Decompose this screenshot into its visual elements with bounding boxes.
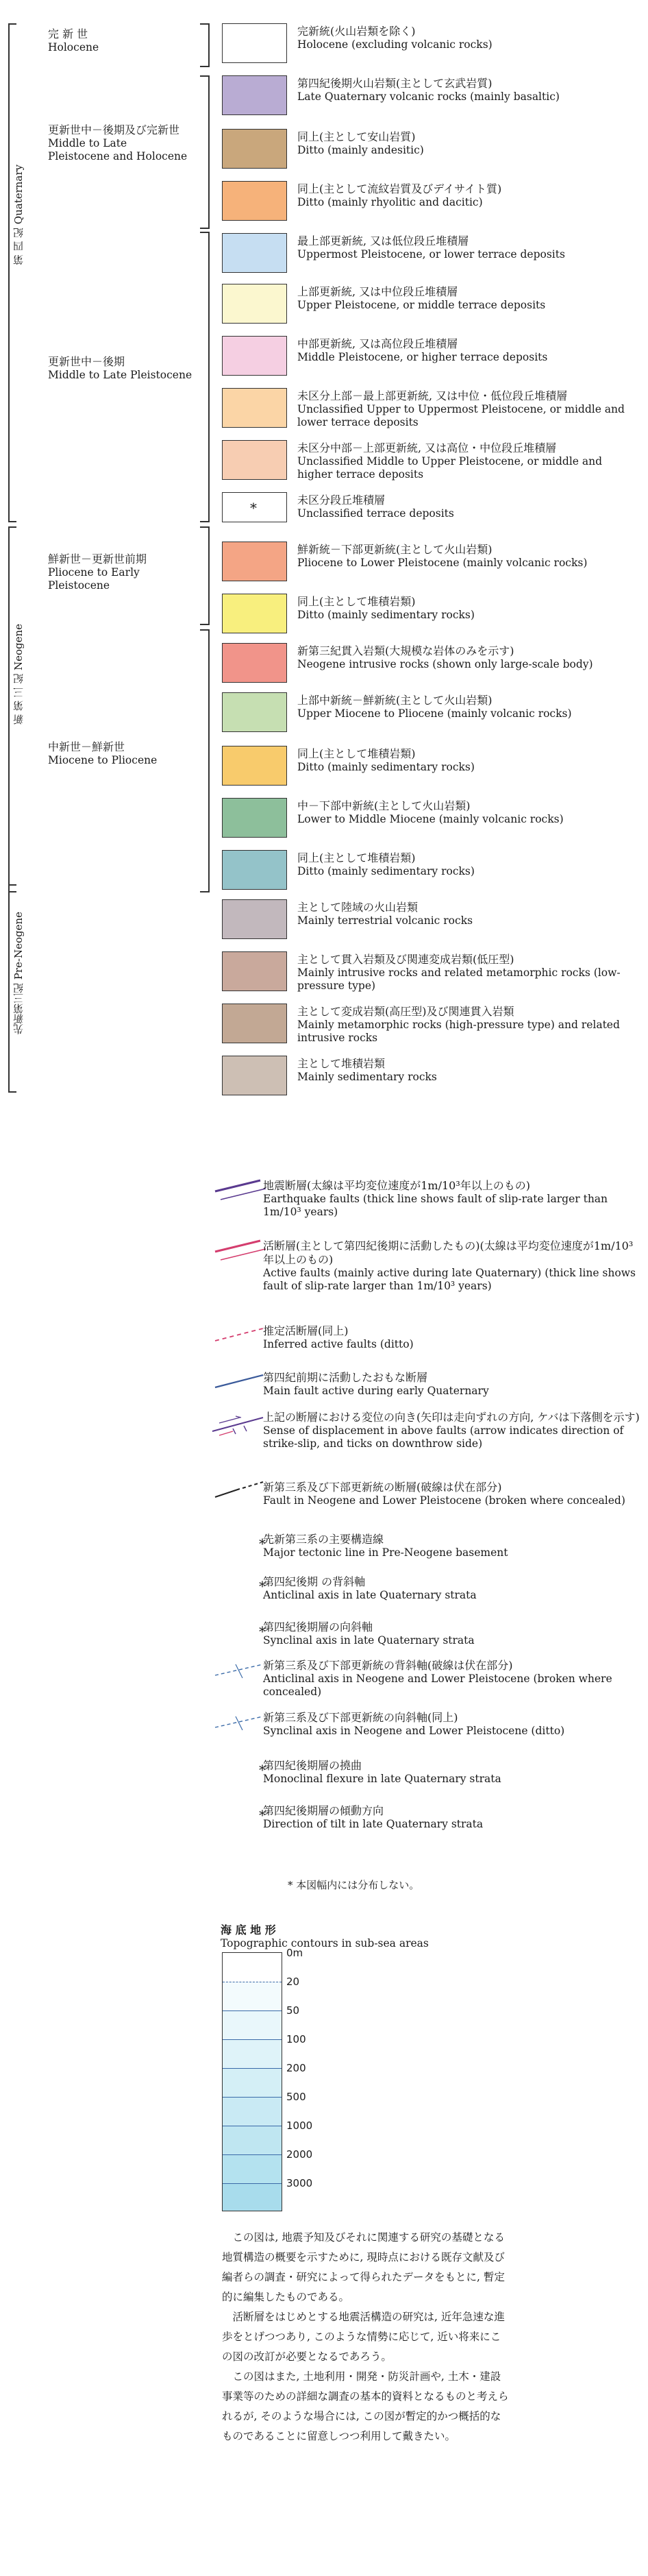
legend-swatch — [222, 594, 287, 633]
line-stroke — [236, 1716, 242, 1730]
mid-late-pleist-jp: 更新世中－後期 — [48, 355, 125, 368]
legend-entry-text — [297, 747, 640, 774]
legend-entry-jp: 上部中新統－鮮新統(主として火山岩類) — [297, 694, 493, 707]
unmapped-star-icon: * — [259, 1807, 266, 1823]
line-stroke — [236, 1416, 241, 1418]
line-symbol-icon — [205, 1176, 267, 1211]
line-legend-jp: 先新第三系の主要構造線 — [263, 1533, 384, 1546]
contour-depth-label: 1000 — [286, 2119, 313, 2132]
line-legend-text — [263, 1711, 644, 1738]
legend-swatch — [222, 284, 287, 324]
legend-entry-jp: 鮮新統－下部更新統(主として火山岩類) — [297, 543, 493, 556]
line-stroke — [221, 1249, 266, 1260]
line-stroke — [233, 1429, 236, 1434]
line-legend-jp: 第四紀前期に活動したおもな断層 — [263, 1371, 428, 1384]
contour-depth-label: 2000 — [286, 2148, 313, 2161]
line-legend-en: Major tectonic line in Pre-Neogene basement — [263, 1546, 508, 1559]
legend-swatch — [222, 1004, 287, 1043]
era-quaternary: 第 四 紀 Quaternary — [12, 165, 25, 265]
legend-swatch — [222, 1056, 287, 1095]
unmapped-star-icon: * — [259, 1535, 266, 1552]
mio-plio-en: Miocene to Pliocene — [48, 754, 158, 766]
line-legend-jp: 活断層(主として第四紀後期に活動したもの)(太線は平均変位速度が1m/10³年以上のもの) — [263, 1239, 634, 1266]
line-symbol-icon — [205, 1408, 267, 1442]
legend-entry-jp: 上部更新統, 又は中位段丘堆積層 — [297, 285, 458, 298]
era-preneogene: 先新第三紀 Pre-Neogene — [12, 912, 25, 1035]
legend-entry-en: Lower to Middle Miocene (mainly volcanic rocks) — [297, 813, 564, 825]
line-legend-en: Synclinal axis in Neogene and Lower Pleistocene (ditto) — [263, 1725, 565, 1737]
line-legend-text — [263, 1620, 644, 1647]
legend-entry-jp: 完新統(火山岩類を除く) — [297, 25, 416, 38]
legend-entry-text — [297, 130, 640, 157]
line-stroke — [221, 1189, 266, 1200]
legend-entry-text — [297, 182, 640, 209]
legend-entry-en: Neogene intrusive rocks (shown only large-scale body) — [297, 658, 593, 670]
legend-entry-jp: 未区分中部－上部更新統, 又は高位・中位段丘堆積層 — [297, 441, 557, 454]
line-symbol-icon — [205, 1656, 267, 1690]
legend-entry-text — [297, 694, 640, 720]
contour-depth-label: 100 — [286, 2033, 306, 2045]
line-symbol-icon — [205, 1237, 267, 1271]
legend-entry-jp: 未区分上部－最上部更新統, 又は中位・低位段丘堆積層 — [297, 389, 568, 402]
line-stroke — [215, 1716, 263, 1727]
line-legend-text — [263, 1759, 644, 1786]
line-stroke — [215, 1375, 263, 1387]
age-label-mio-plio — [48, 740, 205, 767]
contours-title-jp: 海 底 地 形 — [221, 1923, 276, 1936]
legend-entry-text — [297, 285, 640, 312]
legend-swatch — [222, 951, 287, 991]
legend-entry-en: Ditto (mainly rhyolitic and dacitic) — [297, 196, 483, 208]
legend-entry-en: Middle Pleistocene, or higher terrace deposits — [297, 351, 548, 363]
legend-entry-jp: 最上部更新統, 又は低位段丘堆積層 — [297, 234, 469, 247]
contour-depth-label: 0m — [286, 1947, 303, 1959]
legend-entry-text — [297, 441, 640, 481]
contour-band — [223, 2068, 282, 2097]
legend-entry-jp: 中－下部中新統(主として火山岩類) — [297, 799, 471, 812]
legend-entry-en: Holocene (excluding volcanic rocks) — [297, 38, 493, 51]
plio-pleist-jp: 鮮新世－更新世前期 — [48, 552, 147, 566]
legend-swatch — [222, 798, 287, 838]
legend-entry-en: Unclassified terrace deposits — [297, 507, 454, 520]
legend-entry-jp: 同上(主として堆積岩類) — [297, 851, 416, 864]
legend-entry-jp: 中部更新統, 又は高位段丘堆積層 — [297, 337, 458, 350]
contour-depth-label: 20 — [286, 1976, 300, 1988]
legend-entry-en: Mainly sedimentary rocks — [297, 1071, 437, 1083]
legend-entry-en: Ditto (mainly sedimentary rocks) — [297, 609, 475, 621]
unmapped-star-icon: * — [259, 1762, 266, 1778]
legend-entry-en: Upper Miocene to Pliocene (mainly volcanic rocks) — [297, 707, 572, 720]
contour-band — [223, 2126, 282, 2154]
line-stroke — [215, 1180, 260, 1191]
legend-entry-text — [297, 851, 640, 878]
plio-pleist-en1: Pliocene to Early — [48, 566, 140, 579]
line-legend-en: Direction of tilt in late Quaternary strata — [263, 1818, 484, 1830]
legend-swatch — [222, 388, 287, 428]
line-legend-text — [263, 1371, 644, 1398]
legend-swatch — [222, 23, 287, 63]
legend-swatch — [222, 746, 287, 786]
plio-pleist-en2: Pleistocene — [48, 579, 110, 592]
legend-entry-en: Late Quaternary volcanic rocks (mainly basaltic) — [297, 90, 560, 103]
line-legend-text — [263, 1533, 644, 1559]
contour-depth-label: 50 — [286, 2004, 300, 2017]
line-legend-en: Sense of displacement in above faults (arrow indicates direction of strike-slip, and ticks on downthrow side) — [263, 1424, 624, 1450]
legend-entry-jp: 主として陸域の火山岩類 — [297, 901, 419, 914]
line-stroke — [219, 1431, 233, 1435]
line-legend-en: Inferred active faults (ditto) — [263, 1338, 414, 1350]
line-legend-en: Synclinal axis in late Quaternary strata — [263, 1634, 475, 1647]
unmapped-star-icon: * — [250, 500, 257, 516]
note-paragraph-2: 活断層をはじめとする地震活構造の研究は, 近年急速な進歩をとげつつあり, このような情勢に応じて, 近い将来にこの図の改訂が必要となるであろう。 — [222, 2311, 505, 2363]
footnote: * 本図幅内には分布しない。 — [288, 1879, 420, 1891]
line-symbol-icon — [205, 1708, 267, 1742]
legend-entry-text — [297, 494, 640, 520]
line-legend-en: Monoclinal flexure in late Quaternary strata — [263, 1773, 501, 1785]
legend-swatch — [222, 492, 287, 522]
legend-entry-jp: 主として貫入岩類及び関連変成岩類(低圧型) — [297, 953, 514, 966]
contour-band — [223, 2183, 282, 2211]
legend-entry-jp: 同上(主として堆積岩類) — [297, 747, 416, 760]
contour-band — [223, 1953, 282, 1982]
contour-box — [222, 1952, 282, 2211]
line-legend-en: Fault in Neogene and Lower Pleistocene (broken where concealed) — [263, 1494, 625, 1507]
line-symbol-icon — [205, 1368, 267, 1402]
line-stroke — [236, 1664, 242, 1678]
legend-swatch — [222, 336, 287, 376]
legend-entry-en: Unclassified Upper to Uppermost Pleistocene, or middle and lower terrace deposits — [297, 403, 625, 428]
bracket-plio-pleist — [200, 526, 210, 625]
legend-entry-jp: 新第三紀貫入岩類(大規模な岩体のみを示す) — [297, 644, 514, 657]
age-label-plio-pleist — [48, 552, 205, 592]
age-label-holocene — [48, 27, 205, 54]
line-legend-jp: 第四紀後期層の傾動方向 — [263, 1804, 384, 1817]
legend-entry-en: Upper Pleistocene, or middle terrace deposits — [297, 299, 546, 311]
unmapped-star-icon: * — [259, 1623, 266, 1640]
contour-band — [223, 2039, 282, 2068]
line-legend-text — [263, 1575, 644, 1602]
holocene-en: Holocene — [48, 41, 99, 53]
line-legend-text — [263, 1411, 644, 1450]
line-legend-en: Earthquake faults (thick line shows fault of slip-rate larger than 1m/10³ years) — [263, 1193, 608, 1218]
line-legend-jp: 推定活断層(同上) — [263, 1324, 349, 1337]
legend-entry-jp: 主として堆積岩類 — [297, 1057, 386, 1070]
line-stroke — [215, 1664, 263, 1675]
line-legend-jp: 新第三系及び下部更新統の背斜軸(破線は伏在部分) — [263, 1659, 513, 1672]
legend-entry-en: Ditto (mainly sedimentary rocks) — [297, 865, 475, 877]
age-label-mid-late-pleist — [48, 355, 205, 382]
line-legend-en: Active faults (mainly active during late Quaternary) (thick line shows fault of slip-rate larger than 1m/10³ years) — [263, 1267, 636, 1292]
legend-swatch — [222, 233, 287, 273]
legend-entry-jp: 第四紀後期火山岩類(主として玄武岩質) — [297, 77, 493, 90]
legend-entry-text — [297, 543, 640, 570]
age-label-mid-late-pleist-holo — [48, 123, 205, 163]
contour-band — [223, 1982, 282, 2010]
line-legend-en: Anticlinal axis in late Quaternary strata — [263, 1589, 477, 1601]
legend-entry-en: Mainly metamorphic rocks (high-pressure type) and related intrusive rocks — [297, 1019, 620, 1044]
late-pleist-holo-en2: Pleistocene and Holocene — [48, 150, 188, 162]
contour-band — [223, 2097, 282, 2126]
legend-swatch — [222, 850, 287, 890]
line-stroke — [212, 1418, 263, 1431]
notes-block — [222, 2228, 510, 2446]
line-symbol-icon — [205, 1478, 267, 1512]
line-stroke — [244, 1426, 247, 1431]
legend-entry-text — [297, 77, 640, 104]
legend-entry-text — [297, 389, 640, 429]
bracket-mid-late-pleist-holo — [200, 75, 210, 229]
legend-swatch — [222, 542, 287, 581]
legend-swatch — [222, 692, 287, 732]
line-legend-jp: 第四紀後期 の背斜軸 — [263, 1575, 366, 1588]
legend-entry-en: Uppermost Pleistocene, or lower terrace deposits — [297, 248, 565, 260]
line-legend-text — [263, 1239, 644, 1293]
contour-band — [223, 2010, 282, 2039]
bracket-mid-late-pleist — [200, 232, 210, 522]
line-stroke — [242, 1482, 263, 1488]
late-pleist-holo-jp: 更新世中－後期及び完新世 — [48, 123, 180, 136]
legend-swatch — [222, 181, 287, 221]
line-stroke — [215, 1328, 263, 1341]
contours-title — [221, 1923, 429, 1950]
legend-entry-text — [297, 953, 640, 993]
holocene-jp: 完 新 世 — [48, 27, 88, 40]
legend-entry-en: Unclassified Middle to Upper Pleistocene, or middle and higher terrace deposits — [297, 455, 603, 481]
legend-entry-text — [297, 644, 640, 671]
legend-entry-text — [297, 234, 640, 261]
legend-entry-en: Mainly terrestrial volcanic rocks — [297, 914, 473, 927]
legend-entry-text — [297, 1005, 640, 1045]
legend-entry-jp: 同上(主として堆積岩類) — [297, 595, 416, 608]
legend-entry-en: Ditto (mainly andesitic) — [297, 144, 424, 156]
line-stroke — [219, 1418, 240, 1423]
line-legend-en: Anticlinal axis in Neogene and Lower Pleistocene (broken where concealed) — [263, 1673, 612, 1698]
legend-entry-en: Mainly intrusive rocks and related metamorphic rocks (low-pressure type) — [297, 967, 621, 992]
line-legend-text — [263, 1804, 644, 1831]
legend-entry-en: Ditto (mainly sedimentary rocks) — [297, 761, 475, 773]
era-neogene: 新 第 三 紀 Neogene — [12, 624, 25, 725]
legend-entry-jp: 未区分段丘堆積層 — [297, 494, 386, 507]
line-legend-text — [263, 1481, 644, 1507]
contour-band — [223, 2154, 282, 2183]
unmapped-star-icon: * — [259, 1578, 266, 1594]
line-legend-jp: 新第三系及び下部更新統の向斜軸(同上) — [263, 1711, 458, 1724]
legend-entry-text — [297, 901, 640, 927]
legend-entry-text — [297, 1057, 640, 1084]
line-legend-text — [263, 1324, 644, 1351]
legend-entry-en: Pliocene to Lower Pleistocene (mainly volcanic rocks) — [297, 557, 588, 569]
line-stroke — [215, 1489, 240, 1497]
contour-depth-label: 3000 — [286, 2177, 313, 2189]
bracket-quaternary — [8, 23, 16, 522]
legend-swatch — [222, 899, 287, 939]
legend-entry-jp: 同上(主として流紋岩質及びデイサイト質) — [297, 182, 502, 195]
line-legend-jp: 第四紀後期層の向斜軸 — [263, 1620, 373, 1633]
note-paragraph-3: この図はまた, 土地利用・開発・防災計画や, 土木・建設事業等のための詳細な調査の基本的資料となるものと考えられるが, そのような場合には, この図が暫定的かつ概括的なものであることに留意しつつ利用して戴きたい。 — [222, 2370, 509, 2442]
contour-depth-label: 200 — [286, 2062, 306, 2074]
contour-depth-label: 500 — [286, 2091, 306, 2103]
legend-entry-text — [297, 337, 640, 364]
line-legend-jp: 地震断層(太線は平均変位速度が1m/10³年以上のもの) — [263, 1179, 531, 1192]
late-pleist-holo-en1: Middle to Late — [48, 137, 127, 149]
legend-swatch — [222, 129, 287, 169]
line-legend-en: Main fault active during early Quaternary — [263, 1385, 489, 1397]
legend-entry-text — [297, 595, 640, 622]
legend-entry-jp: 主として変成岩類(高圧型)及び関連貫入岩類 — [297, 1005, 514, 1018]
line-legend-jp: 上記の断層における変位の向き(矢印は走向ずれの方向, ケバは下落側を示す) — [263, 1411, 640, 1424]
note-paragraph-1: この図は, 地震予知及びそれに関連する研究の基礎となる地質構造の概要を示すために, 現時点における既存文献及び編者らの調査・研究によって得られたデータをもとに, 暫定的に編集したものである。 — [222, 2231, 505, 2303]
bracket-mio-plio — [200, 629, 210, 892]
line-legend-jp: 第四紀後期層の撓曲 — [263, 1759, 362, 1772]
line-stroke — [215, 1241, 260, 1252]
legend-swatch — [222, 440, 287, 480]
mid-late-pleist-en: Middle to Late Pleistocene — [48, 369, 192, 381]
line-legend-jp: 新第三系及び下部更新統の断層(破線は伏在部分) — [263, 1481, 502, 1494]
mio-plio-jp: 中新世－鮮新世 — [48, 740, 125, 753]
legend-swatch — [222, 643, 287, 683]
legend-entry-text — [297, 799, 640, 826]
line-symbol-icon — [205, 1322, 267, 1356]
legend-swatch — [222, 75, 287, 115]
line-legend-text — [263, 1659, 644, 1699]
bracket-holocene — [200, 23, 210, 67]
contours-title-en: Topographic contours in sub-sea areas — [221, 1937, 429, 1949]
line-legend-text — [263, 1179, 644, 1219]
legend-entry-jp: 同上(主として安山岩質) — [297, 130, 416, 143]
legend-entry-text — [297, 25, 640, 51]
